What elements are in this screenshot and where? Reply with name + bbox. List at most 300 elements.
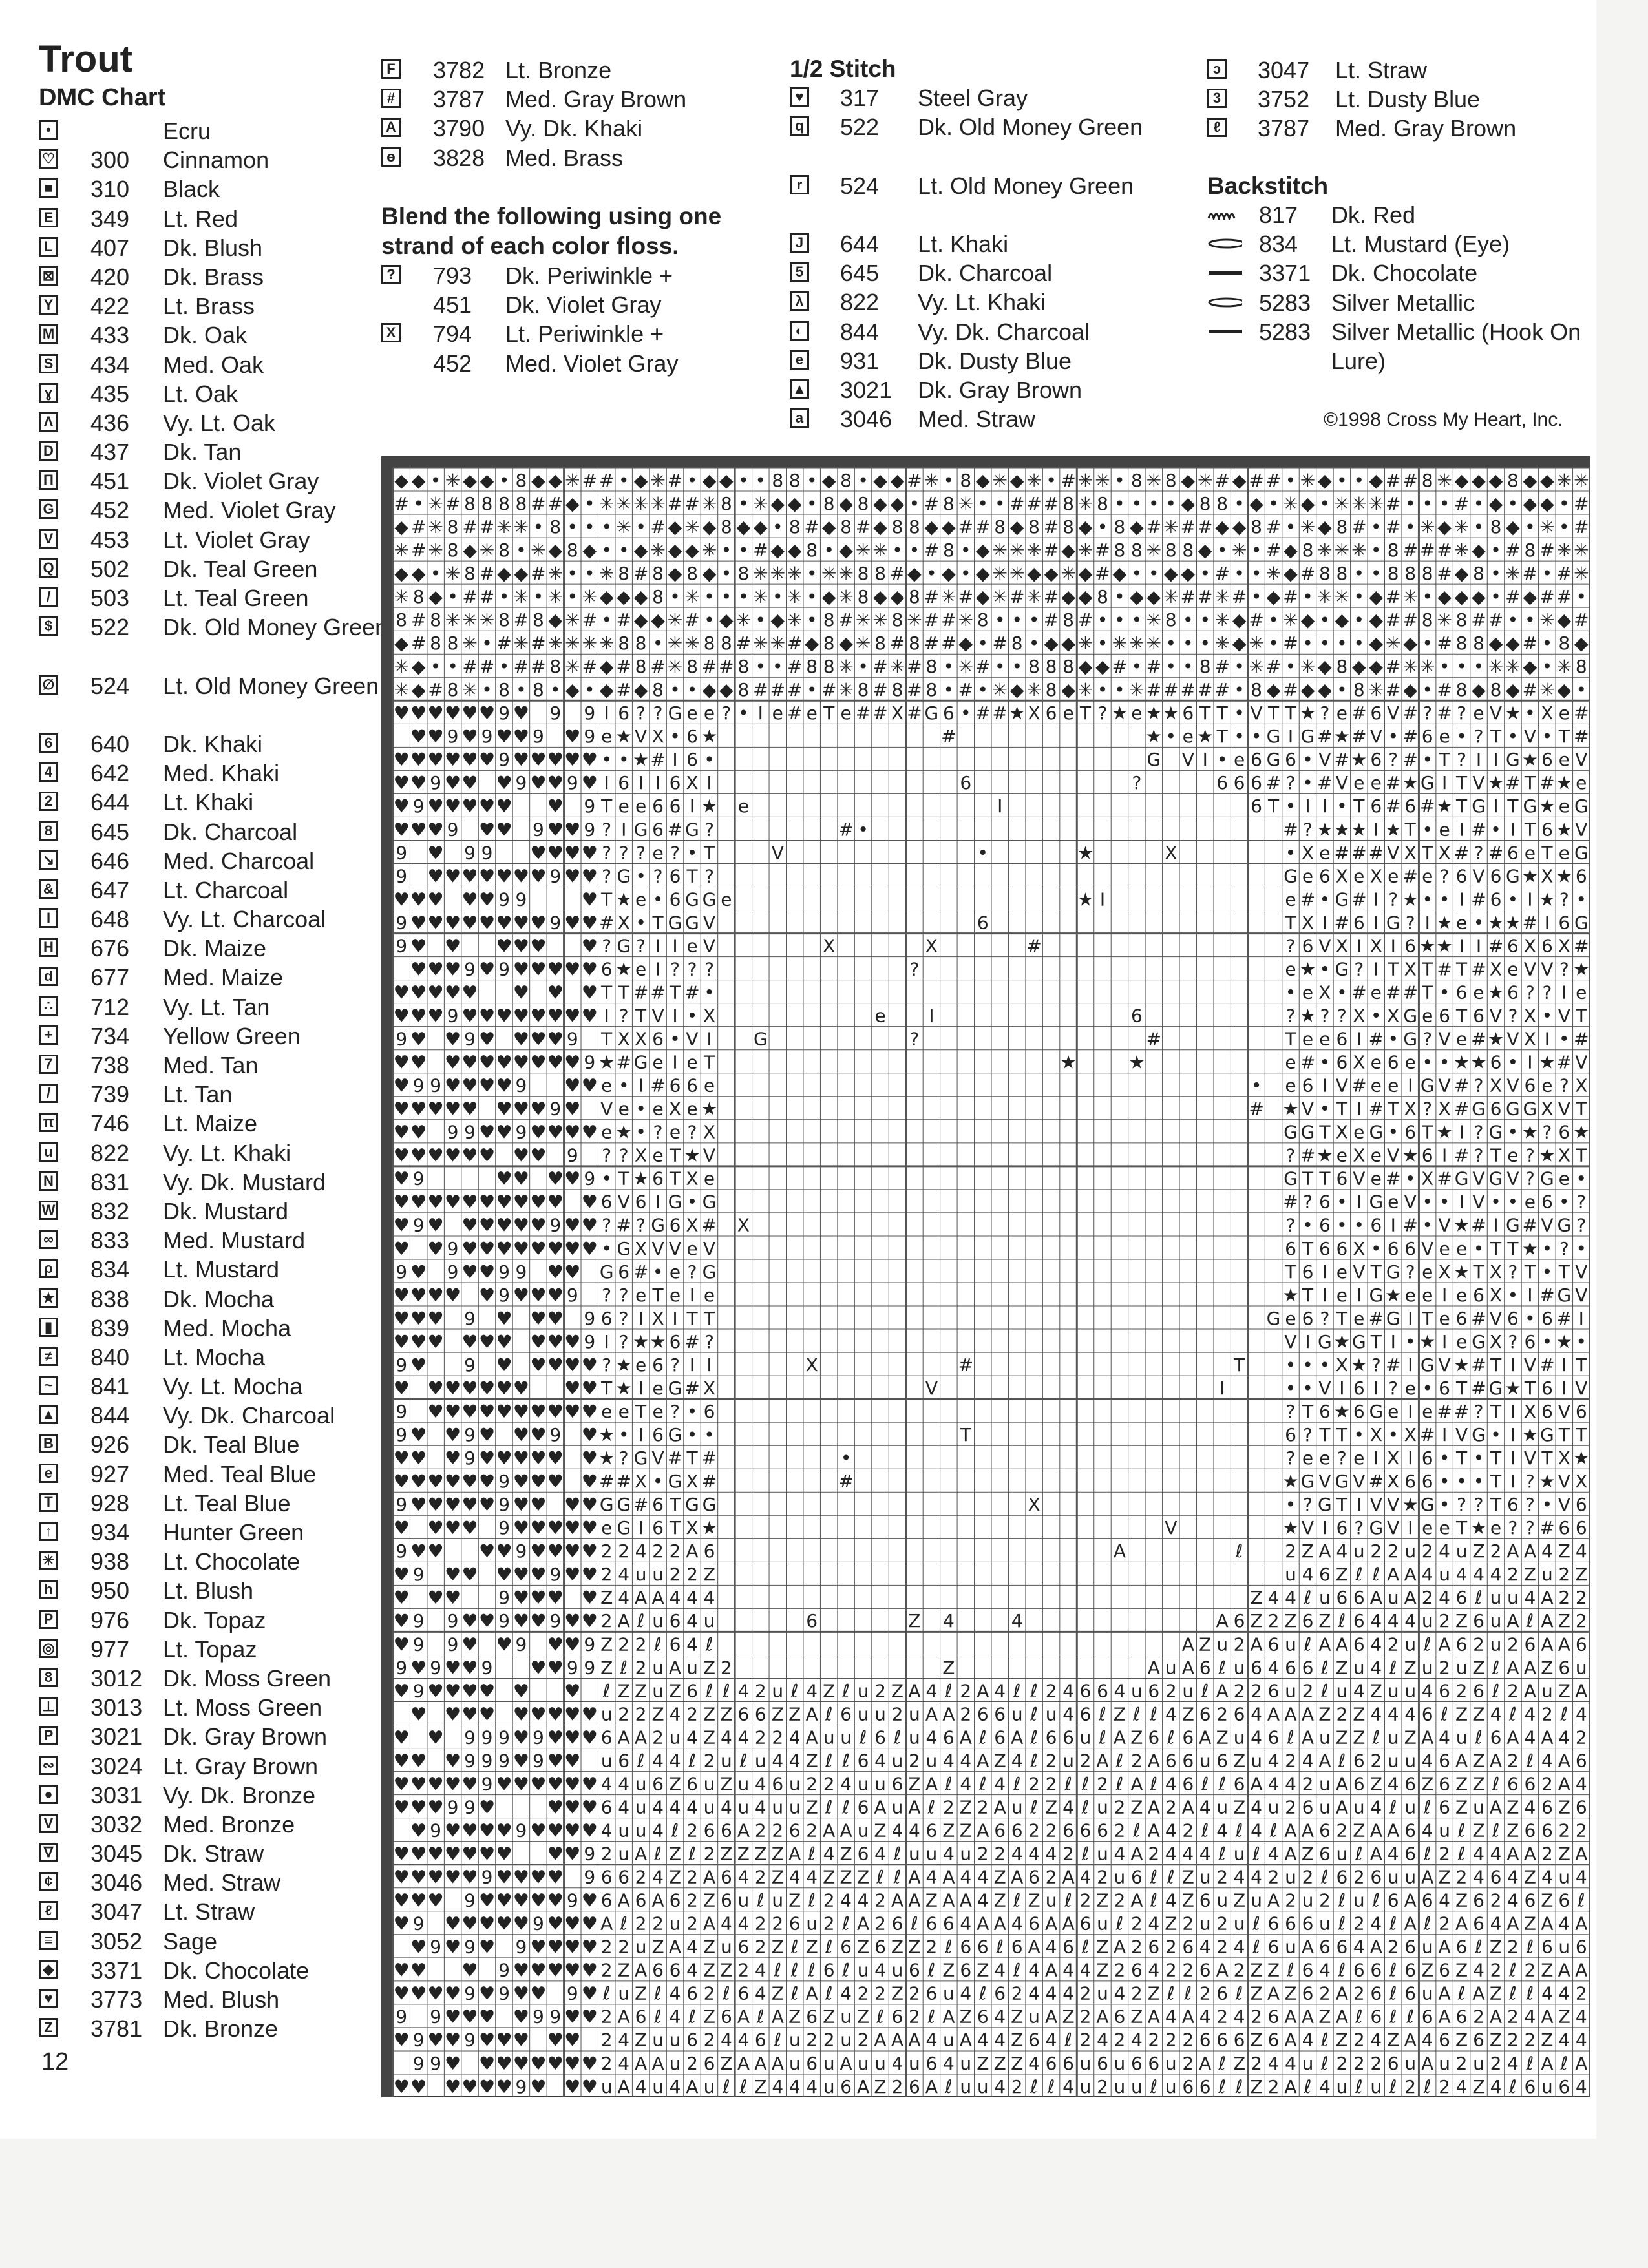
svg-text:Z: Z bbox=[1575, 1564, 1588, 1586]
svg-text:u: u bbox=[772, 1889, 784, 1911]
svg-text:6: 6 bbox=[669, 1610, 681, 1632]
svg-text:8: 8 bbox=[618, 562, 630, 584]
svg-text:4: 4 bbox=[1490, 1703, 1502, 1725]
svg-text:#: # bbox=[1453, 1144, 1470, 1166]
svg-text:9: 9 bbox=[464, 1750, 476, 1772]
svg-text:Z: Z bbox=[1096, 1889, 1109, 1911]
svg-text:◆: ◆ bbox=[1181, 469, 1196, 491]
floss-name: Dk. Topaz bbox=[163, 1606, 266, 1633]
symbol-box: X bbox=[381, 323, 401, 342]
svg-text:4: 4 bbox=[1387, 1843, 1399, 1865]
floss-number: 642 bbox=[90, 760, 130, 787]
svg-text:6: 6 bbox=[1524, 1633, 1536, 1655]
svg-text:◆: ◆ bbox=[702, 516, 717, 538]
svg-text:ℓ: ℓ bbox=[825, 1936, 833, 1958]
svg-text:•: • bbox=[1114, 679, 1125, 701]
svg-text:•: • bbox=[1456, 656, 1467, 678]
svg-text:A: A bbox=[771, 2052, 784, 2074]
svg-text:6: 6 bbox=[857, 1796, 869, 1818]
half-stitch-row bbox=[1207, 85, 1569, 114]
svg-text:✳: ✳ bbox=[513, 633, 529, 654]
svg-text:•: • bbox=[1183, 633, 1194, 654]
svg-text:G: G bbox=[1318, 1330, 1332, 1352]
svg-text:♥: ♥ bbox=[410, 1843, 427, 1865]
svg-text:u: u bbox=[1131, 1680, 1143, 1702]
svg-text:A: A bbox=[737, 2052, 750, 2074]
svg-text:#: # bbox=[1249, 609, 1264, 631]
svg-text:♥: ♥ bbox=[581, 1075, 598, 1097]
svg-text:4: 4 bbox=[1524, 1587, 1536, 1609]
svg-text:#: # bbox=[1009, 586, 1025, 607]
svg-text:#: # bbox=[787, 702, 803, 724]
svg-text:◆: ◆ bbox=[907, 562, 922, 584]
svg-text:V: V bbox=[1523, 1447, 1536, 1469]
svg-text:4: 4 bbox=[1490, 1564, 1502, 1586]
svg-text:ℓ: ℓ bbox=[1338, 1889, 1346, 1911]
svg-text:6: 6 bbox=[1148, 2052, 1160, 2074]
svg-text:2: 2 bbox=[600, 2029, 613, 2051]
svg-text:•: • bbox=[686, 469, 698, 491]
svg-text:◆: ◆ bbox=[497, 562, 511, 584]
svg-text:V: V bbox=[1353, 1471, 1366, 1493]
floss-number: 950 bbox=[90, 1577, 130, 1604]
svg-text:ℓ: ℓ bbox=[790, 1959, 799, 1981]
svg-text:Z: Z bbox=[737, 1843, 750, 1865]
svg-text:2: 2 bbox=[1387, 1936, 1399, 1958]
svg-text:#: # bbox=[1471, 1354, 1486, 1376]
svg-text:ℓ: ℓ bbox=[1509, 1982, 1517, 2004]
floss-number: 746 bbox=[90, 1110, 130, 1137]
svg-text:Z: Z bbox=[1318, 1703, 1331, 1725]
svg-text:#: # bbox=[1146, 679, 1162, 701]
svg-text:Z: Z bbox=[1130, 1796, 1143, 1818]
svg-text:#: # bbox=[1574, 935, 1589, 957]
symbol-box: r bbox=[790, 175, 809, 194]
svg-text:2: 2 bbox=[1575, 1982, 1587, 2004]
svg-text:•: • bbox=[1404, 1168, 1416, 1190]
svg-text:4: 4 bbox=[891, 2052, 903, 2074]
svg-text:♥: ♥ bbox=[445, 1284, 461, 1306]
svg-text:◆: ◆ bbox=[1437, 586, 1452, 607]
svg-text:6: 6 bbox=[1353, 1773, 1365, 1795]
svg-text:6: 6 bbox=[1216, 772, 1229, 794]
svg-text:2: 2 bbox=[1011, 2075, 1023, 2097]
svg-text:u: u bbox=[909, 2052, 920, 2074]
dmc-row bbox=[39, 1109, 362, 1138]
svg-text:★: ★ bbox=[1060, 1051, 1077, 1073]
svg-text:#: # bbox=[1505, 772, 1521, 794]
svg-text:♥: ♥ bbox=[445, 1913, 461, 1935]
svg-text:♥: ♥ bbox=[581, 1610, 598, 1632]
svg-text:•: • bbox=[721, 586, 732, 607]
svg-text:#: # bbox=[975, 516, 991, 538]
floss-number: 524 bbox=[840, 172, 880, 199]
svg-text:8: 8 bbox=[1336, 562, 1348, 584]
backstitch-legend bbox=[1207, 171, 1581, 375]
svg-text:#: # bbox=[1368, 1307, 1384, 1329]
svg-text:T: T bbox=[1541, 842, 1553, 864]
svg-text:ℓ: ℓ bbox=[1372, 1727, 1380, 1748]
svg-text:2: 2 bbox=[669, 1540, 681, 1562]
svg-text:T: T bbox=[1524, 772, 1536, 794]
svg-text:★: ★ bbox=[598, 1424, 615, 1445]
svg-text:♥: ♥ bbox=[581, 1913, 598, 1935]
svg-text:6: 6 bbox=[1028, 1866, 1041, 1888]
svg-text:8: 8 bbox=[1114, 516, 1126, 538]
svg-text:ℓ: ℓ bbox=[1064, 1773, 1072, 1795]
svg-text:★: ★ bbox=[1487, 982, 1505, 1003]
svg-text:?: ? bbox=[704, 958, 714, 980]
svg-text:♥: ♥ bbox=[564, 1936, 581, 1958]
floss-number: 831 bbox=[90, 1168, 130, 1195]
svg-text:4: 4 bbox=[754, 1773, 766, 1795]
svg-text:u: u bbox=[1165, 2052, 1177, 2074]
svg-text:#: # bbox=[1402, 865, 1418, 887]
svg-text:e: e bbox=[1455, 1330, 1468, 1352]
svg-text:T: T bbox=[1216, 702, 1228, 724]
svg-text:Z: Z bbox=[754, 2075, 767, 2097]
svg-text:♥: ♥ bbox=[445, 795, 461, 817]
svg-text:♥: ♥ bbox=[478, 1191, 496, 1213]
svg-text:I: I bbox=[1305, 795, 1311, 817]
svg-text:4: 4 bbox=[1028, 1843, 1041, 1865]
svg-text:2: 2 bbox=[1130, 1982, 1143, 2004]
svg-text:2: 2 bbox=[669, 1564, 681, 1586]
svg-text:4: 4 bbox=[1233, 1866, 1245, 1888]
svg-text:#: # bbox=[1574, 726, 1589, 748]
svg-text:#: # bbox=[1043, 609, 1059, 631]
svg-text:u: u bbox=[909, 1843, 920, 1865]
svg-text:#: # bbox=[941, 609, 956, 631]
floss-name: Med. Straw bbox=[163, 1869, 281, 1896]
svg-text:4: 4 bbox=[1062, 2075, 1075, 2097]
svg-text:T: T bbox=[1388, 1098, 1399, 1120]
svg-text:•: • bbox=[601, 1168, 612, 1190]
svg-text:e: e bbox=[1285, 888, 1296, 910]
svg-text:4: 4 bbox=[1114, 1843, 1126, 1865]
svg-text:e: e bbox=[601, 726, 613, 748]
svg-text:Z: Z bbox=[959, 2006, 972, 2028]
svg-text:✳: ✳ bbox=[684, 516, 700, 538]
svg-text:X: X bbox=[1353, 1237, 1366, 1259]
svg-text:G: G bbox=[685, 888, 699, 910]
svg-text:Z: Z bbox=[1250, 2075, 1263, 2097]
svg-text:•: • bbox=[1371, 516, 1382, 538]
symbol-box: ♥ bbox=[39, 1989, 58, 2008]
svg-text:8: 8 bbox=[788, 516, 801, 538]
svg-text:e: e bbox=[1404, 1377, 1416, 1399]
svg-text:•: • bbox=[1576, 888, 1587, 910]
svg-text:•: • bbox=[1165, 726, 1177, 748]
svg-text:2: 2 bbox=[1439, 1913, 1451, 1935]
svg-text:2: 2 bbox=[857, 2029, 869, 2051]
svg-text:★: ★ bbox=[1470, 1051, 1487, 1073]
svg-text:♥: ♥ bbox=[461, 772, 478, 794]
svg-text:#: # bbox=[1419, 1424, 1435, 1445]
svg-text:◆: ◆ bbox=[1454, 469, 1469, 491]
svg-text:e: e bbox=[1388, 865, 1399, 887]
svg-text:2: 2 bbox=[1216, 1866, 1229, 1888]
svg-text:A: A bbox=[1575, 2052, 1588, 2074]
svg-text:u: u bbox=[1182, 1680, 1194, 1702]
svg-text:e: e bbox=[1353, 865, 1365, 887]
svg-text:2: 2 bbox=[1079, 1982, 1092, 2004]
svg-text:e: e bbox=[1455, 912, 1468, 934]
svg-text:#: # bbox=[428, 679, 443, 701]
svg-text:Z: Z bbox=[1455, 1959, 1468, 1981]
floss-name: Dk. Old Money Green bbox=[163, 614, 388, 641]
svg-text:u: u bbox=[1404, 1540, 1417, 1562]
svg-text:◆: ◆ bbox=[1488, 633, 1503, 654]
svg-text:A: A bbox=[1404, 1889, 1417, 1911]
floss-number: 3013 bbox=[90, 1694, 143, 1721]
svg-text:Z: Z bbox=[1335, 1564, 1348, 1586]
svg-text:#: # bbox=[1471, 819, 1486, 841]
svg-text:6: 6 bbox=[600, 1191, 613, 1213]
dmc-legend bbox=[39, 116, 388, 2043]
svg-text:•: • bbox=[1456, 726, 1467, 748]
svg-text:#: # bbox=[1265, 656, 1282, 678]
svg-text:♥: ♥ bbox=[581, 1727, 598, 1748]
svg-text:A: A bbox=[908, 2029, 921, 2051]
svg-text:Z: Z bbox=[891, 1982, 904, 2004]
svg-text:#: # bbox=[1402, 749, 1418, 771]
svg-text:#: # bbox=[1539, 1354, 1555, 1376]
svg-text:✳: ✳ bbox=[1265, 562, 1282, 584]
svg-text:9: 9 bbox=[396, 1424, 408, 1445]
svg-text:T: T bbox=[1285, 1028, 1296, 1050]
dmc-row bbox=[39, 1255, 362, 1284]
svg-text:♥: ♥ bbox=[530, 1237, 547, 1259]
svg-text:9: 9 bbox=[584, 1168, 596, 1190]
svg-text:A: A bbox=[771, 2006, 784, 2028]
svg-text:♥: ♥ bbox=[410, 958, 427, 980]
svg-text:♥: ♥ bbox=[530, 1307, 547, 1329]
svg-text:A: A bbox=[1335, 2006, 1348, 2028]
svg-text:#: # bbox=[1214, 656, 1230, 678]
svg-text:•: • bbox=[1404, 1330, 1416, 1352]
svg-text:♥: ♥ bbox=[445, 1703, 461, 1725]
svg-text:◆: ◆ bbox=[548, 609, 563, 631]
svg-text:I: I bbox=[1441, 1144, 1448, 1166]
svg-text:G: G bbox=[1523, 795, 1537, 817]
svg-text:G: G bbox=[1318, 1494, 1332, 1516]
svg-text:•: • bbox=[858, 656, 869, 678]
svg-text:e: e bbox=[1353, 1447, 1365, 1469]
svg-text:Z: Z bbox=[1506, 1820, 1519, 1842]
svg-text:•: • bbox=[858, 469, 869, 491]
svg-text:•: • bbox=[1541, 633, 1553, 654]
symbol-box: e bbox=[790, 350, 809, 370]
svg-text:#: # bbox=[992, 633, 1008, 654]
dmc-row bbox=[39, 934, 362, 963]
svg-text:8: 8 bbox=[515, 492, 527, 514]
svg-text:#: # bbox=[598, 1471, 615, 1493]
svg-text:9: 9 bbox=[412, 2029, 425, 2051]
svg-text:♥: ♥ bbox=[427, 726, 444, 748]
svg-text:♥: ♥ bbox=[393, 749, 410, 771]
svg-text:8: 8 bbox=[1455, 633, 1468, 654]
svg-text:#: # bbox=[1453, 1075, 1470, 1097]
svg-text:♥: ♥ bbox=[581, 1401, 598, 1422]
svg-text:•: • bbox=[1319, 1098, 1331, 1120]
svg-text:?: ? bbox=[1405, 1261, 1415, 1283]
svg-text:♥: ♥ bbox=[512, 1028, 529, 1050]
svg-text:♥: ♥ bbox=[512, 1471, 529, 1493]
svg-text:•: • bbox=[1336, 982, 1347, 1003]
svg-text:4: 4 bbox=[600, 1820, 613, 1842]
svg-text:X: X bbox=[651, 1307, 664, 1329]
svg-text:ℓ: ℓ bbox=[1389, 2006, 1397, 2028]
svg-text:•: • bbox=[1559, 1191, 1570, 1213]
svg-text:T: T bbox=[1285, 912, 1296, 934]
svg-text:6: 6 bbox=[1130, 2052, 1143, 2074]
svg-text:G: G bbox=[1369, 1517, 1384, 1539]
svg-text:6: 6 bbox=[720, 2006, 732, 2028]
svg-text:?: ? bbox=[1576, 1191, 1587, 1213]
svg-text:2: 2 bbox=[1165, 2029, 1177, 2051]
svg-text:ℓ: ℓ bbox=[1355, 1843, 1363, 1865]
svg-text:G: G bbox=[617, 1494, 631, 1516]
svg-text:•: • bbox=[1371, 562, 1382, 584]
svg-text:Z: Z bbox=[1045, 1796, 1058, 1818]
svg-text:9: 9 bbox=[584, 819, 596, 841]
svg-text:I: I bbox=[1578, 1307, 1584, 1329]
svg-text:4: 4 bbox=[1251, 1703, 1263, 1725]
svg-text:♥: ♥ bbox=[496, 1121, 512, 1143]
svg-text:Z: Z bbox=[1472, 1703, 1485, 1725]
svg-text:ℓ: ℓ bbox=[1526, 1936, 1534, 1958]
svg-text:2: 2 bbox=[806, 1820, 818, 1842]
svg-text:2: 2 bbox=[823, 1913, 835, 1935]
svg-text:#: # bbox=[1095, 539, 1110, 561]
svg-text:•: • bbox=[1439, 492, 1450, 514]
svg-text:Z: Z bbox=[720, 2052, 733, 2074]
svg-text:e: e bbox=[1336, 1261, 1348, 1283]
svg-text:6: 6 bbox=[1473, 1610, 1484, 1632]
svg-text:♥: ♥ bbox=[393, 772, 410, 794]
svg-text:6: 6 bbox=[1353, 912, 1365, 934]
svg-text:♥: ♥ bbox=[410, 1307, 427, 1329]
svg-text:e: e bbox=[1319, 1447, 1331, 1469]
svg-text:♥: ♥ bbox=[410, 772, 427, 794]
svg-text:A: A bbox=[651, 2052, 664, 2074]
svg-text:♥: ♥ bbox=[512, 726, 529, 748]
svg-text:♥: ♥ bbox=[445, 1773, 461, 1795]
svg-text:4: 4 bbox=[788, 1750, 801, 1772]
svg-text:✳: ✳ bbox=[787, 562, 803, 584]
svg-text:u: u bbox=[652, 2029, 664, 2051]
svg-text:4: 4 bbox=[925, 2029, 938, 2051]
svg-text:ℓ: ℓ bbox=[1115, 1913, 1124, 1935]
svg-text:#: # bbox=[684, 1377, 700, 1399]
svg-text:X: X bbox=[703, 1377, 716, 1399]
svg-text:★: ★ bbox=[1145, 726, 1162, 748]
svg-text:✳: ✳ bbox=[462, 633, 478, 654]
svg-text:♥: ♥ bbox=[530, 1773, 547, 1795]
svg-text:#: # bbox=[872, 679, 888, 701]
svg-text:◆: ◆ bbox=[394, 562, 408, 584]
svg-text:#: # bbox=[1351, 516, 1367, 538]
svg-text:•: • bbox=[550, 679, 561, 701]
svg-text:#: # bbox=[1368, 1098, 1384, 1120]
svg-text:T: T bbox=[1302, 1284, 1314, 1306]
svg-text:#: # bbox=[907, 702, 922, 724]
svg-text:♥: ♥ bbox=[393, 1866, 410, 1888]
svg-text:♥: ♥ bbox=[496, 726, 512, 748]
floss-name: Med. Brass bbox=[505, 144, 624, 171]
svg-text:I: I bbox=[1408, 1401, 1413, 1422]
svg-text:u: u bbox=[1199, 1913, 1211, 1935]
svg-text:9: 9 bbox=[515, 1820, 527, 1842]
svg-text:X: X bbox=[1489, 1261, 1503, 1283]
svg-text:♥: ♥ bbox=[445, 912, 461, 934]
svg-text:♥: ♥ bbox=[564, 1098, 581, 1120]
svg-text:•: • bbox=[1576, 586, 1587, 607]
svg-text:#: # bbox=[633, 982, 649, 1003]
svg-text:#: # bbox=[582, 469, 598, 491]
svg-text:Z: Z bbox=[857, 1936, 870, 1958]
svg-text:9: 9 bbox=[464, 1424, 476, 1445]
svg-text:★: ★ bbox=[1573, 1121, 1590, 1143]
svg-text:8: 8 bbox=[1114, 539, 1126, 561]
svg-text:6: 6 bbox=[1370, 1866, 1382, 1888]
svg-text:4: 4 bbox=[1370, 1913, 1382, 1935]
svg-text:u: u bbox=[618, 1843, 630, 1865]
svg-text:e: e bbox=[737, 795, 750, 817]
svg-text:4: 4 bbox=[891, 1820, 903, 1842]
svg-text:?: ? bbox=[618, 1144, 629, 1166]
svg-text:2: 2 bbox=[1439, 1657, 1451, 1679]
svg-text:4: 4 bbox=[652, 1796, 664, 1818]
svg-text:A: A bbox=[1558, 1633, 1570, 1655]
svg-text:#: # bbox=[547, 492, 564, 514]
svg-text:?: ? bbox=[1405, 912, 1415, 934]
svg-text:♥: ♥ bbox=[393, 819, 410, 841]
svg-text:6: 6 bbox=[840, 1703, 852, 1725]
svg-text:◆: ◆ bbox=[770, 492, 785, 514]
svg-text:e: e bbox=[1302, 982, 1314, 1003]
svg-text:A: A bbox=[1575, 1959, 1588, 1981]
svg-text:6: 6 bbox=[1182, 1936, 1194, 1958]
svg-text:♥: ♥ bbox=[547, 1005, 564, 1027]
svg-text:ℓ: ℓ bbox=[1475, 1936, 1483, 1958]
svg-text:G: G bbox=[685, 1494, 699, 1516]
svg-text:♥: ♥ bbox=[461, 1098, 478, 1120]
svg-text:#: # bbox=[650, 749, 666, 771]
svg-text:u: u bbox=[1404, 2052, 1417, 2074]
svg-text:ℓ: ℓ bbox=[1304, 2075, 1312, 2097]
svg-text:★: ★ bbox=[1539, 1051, 1556, 1073]
svg-text:6: 6 bbox=[618, 772, 630, 794]
svg-text:♥: ♥ bbox=[427, 1144, 444, 1166]
floss-name: Dk. Old Money Green bbox=[918, 114, 1143, 141]
svg-text:4: 4 bbox=[857, 1889, 869, 1911]
svg-text:A: A bbox=[942, 1889, 955, 1911]
svg-text:A: A bbox=[1062, 1866, 1075, 1888]
svg-text:◆: ◆ bbox=[1130, 516, 1144, 538]
svg-text:•: • bbox=[1388, 1424, 1399, 1445]
svg-text:4: 4 bbox=[1336, 1540, 1348, 1562]
svg-text:e: e bbox=[1336, 1144, 1348, 1166]
svg-text:2: 2 bbox=[1439, 2075, 1451, 2097]
svg-text:♥: ♥ bbox=[393, 1796, 410, 1818]
svg-text:u: u bbox=[840, 2029, 852, 2051]
dmc-row bbox=[39, 350, 362, 379]
svg-text:Z: Z bbox=[925, 1889, 938, 1911]
svg-text:#: # bbox=[582, 656, 598, 678]
svg-text:◆: ◆ bbox=[1403, 679, 1417, 701]
